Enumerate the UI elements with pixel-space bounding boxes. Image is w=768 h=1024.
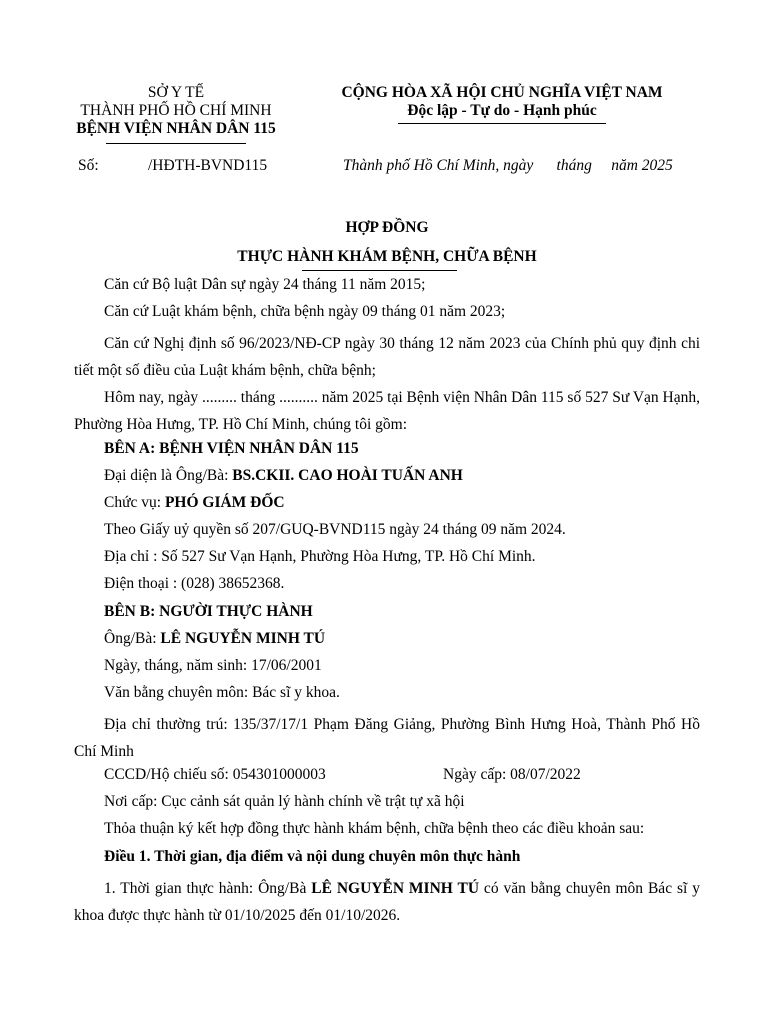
legal-basis-decree-text: Căn cứ Nghị định số 96/2023/NĐ-CP ngày 30 tháng 12 năm 2023 của Chính phủ quy định chi tiết một số điều của Luật khám bệnh, chữa bệnh; [74,335,700,379]
party-a-position [104,494,285,512]
document-title: HỢP ĐỒNG [345,219,429,236]
legal-basis-civil-code: Căn cứ Bộ luật Dân sự ngày 24 tháng 11 năm 2015; [104,276,426,293]
agreement-statement: Thỏa thuận ký kết hợp đồng thực hành khám bệnh, chữa bệnh theo các điều khoản sau: [104,820,645,837]
national-title: CỘNG HÒA XÃ HỘI CHỦ NGHĨA VIỆT NAM [341,84,663,101]
party-a-address: Địa chỉ : Số 527 Sư Vạn Hạnh, Phường Hòa Hưng, TP. Hồ Chí Minh. [104,548,536,565]
article-1-heading: Điều 1. Thời gian, địa điểm và nội dung chuyên môn thực hành [104,848,521,865]
article-1-text [74,875,700,929]
document-subtitle: THỰC HÀNH KHÁM BỆNH, CHỮA BỆNH [237,248,537,265]
party-b-address: Địa chỉ thường trú: 135/37/17/1 Phạm Đăng Giảng, Phường Bình Hưng Hoà, Thành Phố Hồ Chí Minh [74,716,700,760]
document-number-code: /HĐTH-BVND115 [148,157,268,174]
article-1-name: LÊ NGUYỄN MINH TÚ [311,880,480,897]
party-a-rep-label: Đại diện là Ông/Bà: [104,467,233,484]
national-motto: Độc lập - Tự do - Hạnh phúc [407,102,597,119]
legal-basis-medical-law: Căn cứ Luật khám bệnh, chữa bệnh ngày 09 tháng 01 năm 2023; [104,303,506,320]
today-paragraph [74,384,700,438]
party-b-issue-date: Ngày cấp: 08/07/2022 [443,766,581,783]
party-a-authorization: Theo Giấy uỷ quyền số 207/GUQ-BVND115 ngày 24 tháng 09 năm 2024. [104,521,566,538]
hospital-name: BỆNH VIỆN NHÂN DÂN 115 [76,120,276,137]
document-number-label: Số: [78,157,99,174]
party-b-issue-place: Nơi cấp: Cục cảnh sát quản lý hành chính về trật tự xã hội [104,793,465,810]
today-text: Hôm nay, ngày ......... tháng .......... năm 2025 tại Bệnh viện Nhân Dân 115 số 527 Sư Vạn Hạnh, Phường Hòa Hưng, TP. Hồ Chí Minh, chúng tôi gồm: [74,389,700,433]
party-b-name: LÊ NGUYỄN MINH TÚ [160,630,326,647]
party-a-rep-name: BS.CKII. CAO HOÀI TUẤN ANH [232,467,463,484]
title-underline [302,270,457,271]
party-a-position-value: PHÓ GIÁM ĐỐC [164,494,285,511]
party-b-degree: Văn bằng chuyên môn: Bác sĩ y khoa. [104,684,340,701]
city-name: THÀNH PHỐ HỒ CHÍ MINH [80,102,272,119]
article-1-text-b: có văn bằng chuyên môn Bác sĩ y khoa được thực hành từ 01/10/2025 đến 01/10/2026. [74,880,700,924]
article-1-text-a: 1. Thời gian thực hành: Ông/Bà [104,880,312,897]
article-1-paragraph-1 [74,875,700,929]
party-b-dob: Ngày, tháng, năm sinh: 17/06/2001 [104,657,322,674]
party-a-position-label: Chức vụ: [104,494,165,511]
party-a-heading: BÊN A: BỆNH VIỆN NHÂN DÂN 115 [104,440,359,457]
document-date: Thành phố Hồ Chí Minh, ngày tháng năm 2025 [343,157,673,174]
party-b-id: CCCD/Hộ chiếu số: 054301000003 [104,766,326,783]
party-b-name-label: Ông/Bà: [104,630,161,647]
legal-basis-decree [74,330,700,384]
department-name: SỞ Y TẾ [147,84,205,101]
party-b-address-paragraph [74,711,700,765]
party-b-name-line [104,630,325,648]
motto-underline [398,123,606,124]
party-a-phone: Điện thoại : (028) 38652368. [104,575,285,592]
hospital-underline [106,143,246,144]
party-b-heading: BÊN B: NGƯỜI THỰC HÀNH [104,603,313,620]
party-a-representative [104,467,463,485]
